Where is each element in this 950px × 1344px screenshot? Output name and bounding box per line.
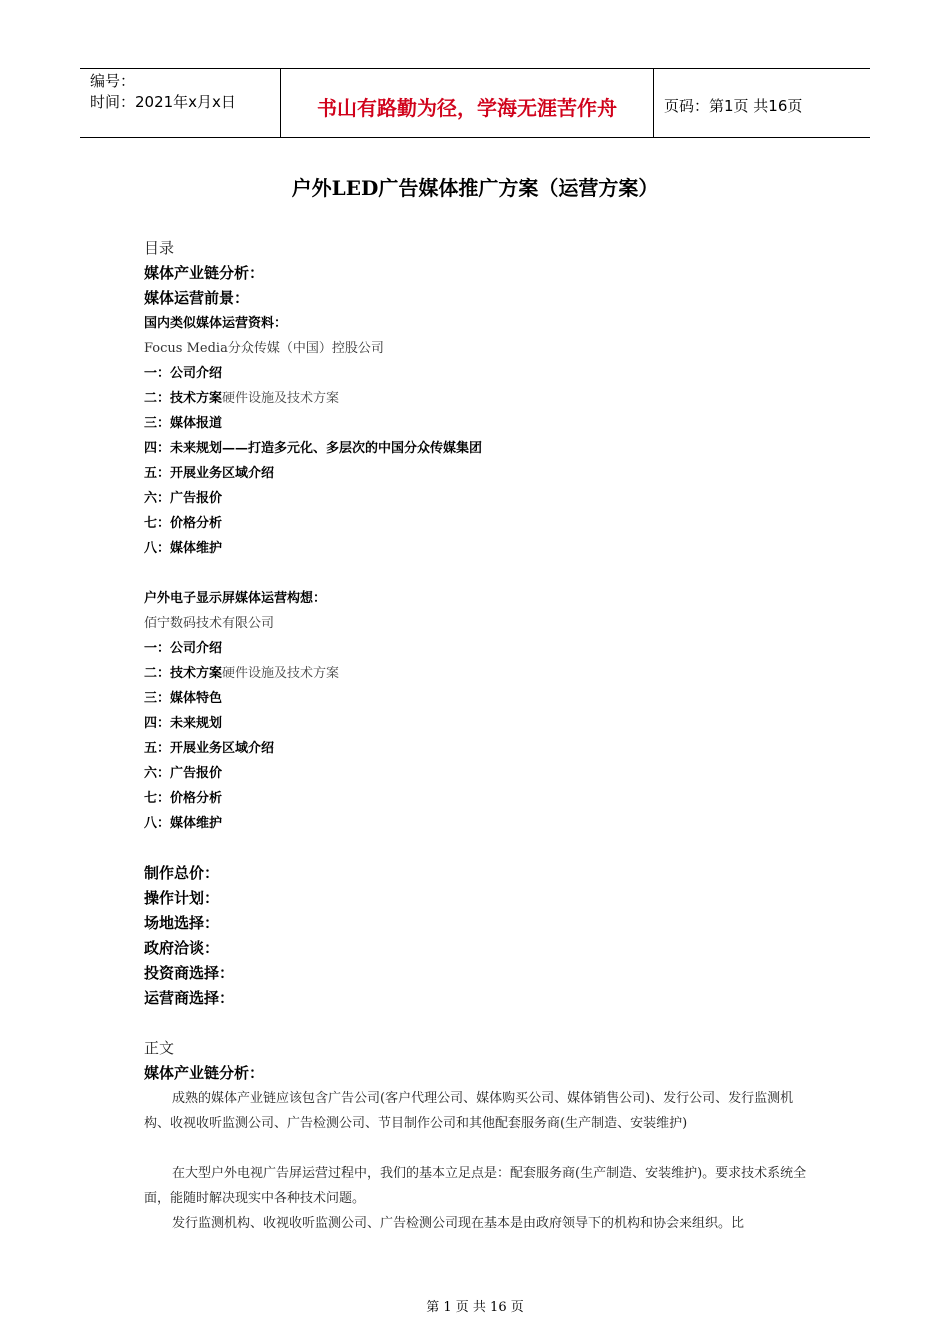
motto: 书山有路勤为径，学海无涯苦作舟 xyxy=(317,95,617,120)
toc-list-item: 七：价格分析 xyxy=(144,516,223,531)
body-section-title: 媒体产业链分析： xyxy=(144,1064,265,1082)
toc-heading: 目录 xyxy=(144,239,175,257)
toc-list-item: 七：价格分析 xyxy=(144,791,223,806)
toc-list-item: 八：媒体维护 xyxy=(144,816,223,831)
toc-item: 运营商选择： xyxy=(144,989,235,1007)
toc-item: 媒体产业链分析： xyxy=(144,264,265,282)
body-paragraph: 在大型户外电视广告屏运营过程中，我们的基本立足点是：配套服务商(生产制造、安装维护)。要求技术系统全面，能随时解决现实中各种技术问题。 xyxy=(144,1166,807,1206)
toc-list-item: 六：广告报价 xyxy=(144,766,223,781)
document-body xyxy=(144,236,814,1236)
toc-item: 政府洽谈： xyxy=(144,939,220,957)
body-paragraph: 发行监测机构、收视收听监测公司、广告检测公司现在基本是由政府领导下的机构和协会来组织。比 xyxy=(172,1216,745,1231)
toc-list-item: 三：媒体特色 xyxy=(144,691,223,706)
toc-list-item: 四：未来规划——打造多元化、多层次的中国分众传媒集团 xyxy=(144,441,483,456)
document-title: 户外LED广告媒体推广方案（运营方案） xyxy=(291,176,659,200)
toc-list-item: 二：技术方案硬件设施及技术方案 xyxy=(144,666,340,681)
toc-list-item: 一：公司介绍 xyxy=(144,366,223,381)
code-label: 编号： xyxy=(90,72,136,90)
toc-item: 场地选择： xyxy=(144,914,220,932)
toc-item: 制作总价： xyxy=(144,864,220,882)
toc-item: 国内类似媒体运营资料： xyxy=(144,316,288,331)
toc-list-item: 五：开展业务区域介绍 xyxy=(144,741,275,756)
header-motto-cell xyxy=(281,69,654,137)
body-paragraph: 成熟的媒体产业链应该包含广告公司(客户代理公司、媒体购买公司、媒体销售公司)、发行公司、发行监测机构、收视收听监测公司、广告检测公司、节目制作公司和其他配套服务商(生产制造、安装维护) xyxy=(144,1091,794,1131)
header-page-cell xyxy=(654,69,870,137)
header-left-cell xyxy=(80,69,281,137)
company-name: 佰宁数码技术有限公司 xyxy=(144,616,275,631)
company-name: Focus Media分众传媒（中国）控股公司 xyxy=(144,341,384,356)
page-footer: 第 1 页 共 16 页 xyxy=(426,1300,524,1315)
time-label: 时间：2021年x月x日 xyxy=(90,93,236,111)
toc-list-item: 五：开展业务区域介绍 xyxy=(144,466,275,481)
toc-list-item: 四：未来规划 xyxy=(144,716,223,731)
header-table xyxy=(80,68,870,138)
toc-section: 户外电子显示屏媒体运营构想： xyxy=(144,591,327,606)
toc-list-item: 一：公司介绍 xyxy=(144,641,223,656)
toc-list-item: 三：媒体报道 xyxy=(144,416,223,431)
page-label: 页码：第1页 共16页 xyxy=(664,96,803,115)
toc-list-item: 八：媒体维护 xyxy=(144,541,223,556)
toc-list-item: 二：技术方案硬件设施及技术方案 xyxy=(144,391,340,406)
toc-item: 投资商选择： xyxy=(144,964,235,982)
toc-list-item: 六：广告报价 xyxy=(144,491,223,506)
toc-item: 媒体运营前景： xyxy=(144,289,250,307)
body-heading: 正文 xyxy=(144,1039,175,1057)
toc-item: 操作计划： xyxy=(144,889,220,907)
